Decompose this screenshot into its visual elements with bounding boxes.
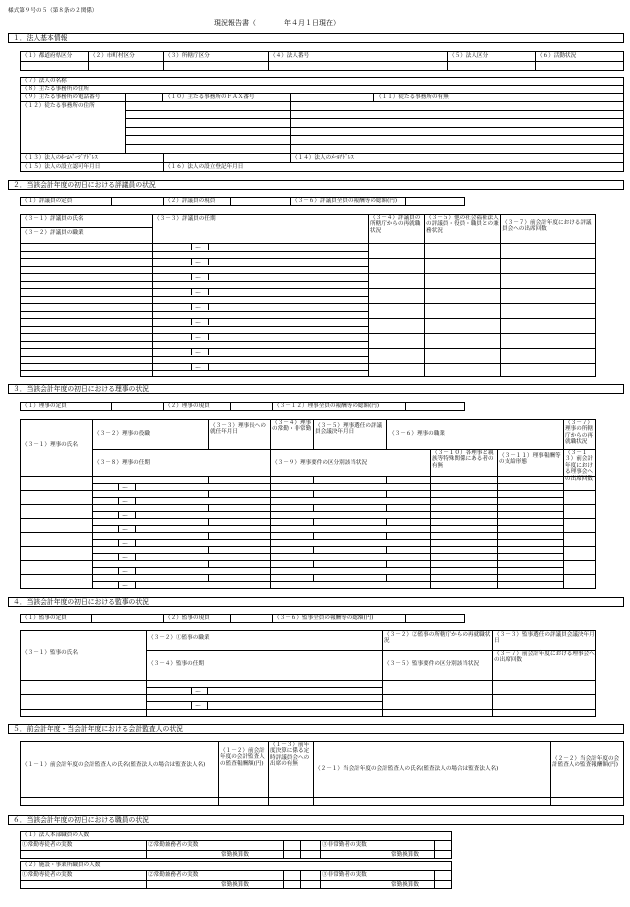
hq-fulltime-concurrent-label: ②常勤兼務者の実数 (148, 842, 199, 848)
corp-class-label: （５）法人区分 (449, 53, 489, 59)
facility-fte-label: 常勤換算数 (221, 882, 249, 888)
director-election-header: （３－５）理事選任の評議員会議決年月日 (315, 423, 383, 436)
facility-fulltime-dedicated-label: ①常勤専従者の実数 (22, 872, 73, 878)
term-tilde: ～ (122, 555, 129, 562)
auditor-pay-total-label: （３－６）監事全員の報酬等の総額(円) (274, 615, 374, 621)
authority-label: （３）所轄庁区分 (165, 53, 210, 59)
s3-top-table (20, 402, 465, 411)
term-tilde: ～ (195, 260, 202, 267)
corp-number-label: （４）法人番号 (270, 53, 310, 59)
term-tilde: ～ (195, 335, 202, 342)
councilor-concurrent-header: （３－５）他の社会福祉法人の評議員・役員・職員との兼務状況 (426, 215, 499, 234)
homepage-label: （１３）法人のﾎｰﾑﾍﾟｰｼﾞｱﾄﾞﾚｽ (22, 155, 98, 161)
term-tilde: ～ (195, 350, 202, 357)
section-2-title: ２．当該会計年度の初日における評議員の状況 (8, 180, 624, 190)
curr-auditor-name-header: （２－１）当会計年度の会計監査人の氏名(監査法人の場合は監査法人名) (315, 766, 499, 772)
prev-auditor-fee-header: （１－２）前会計年度の会計監査人の監査報酬額(円) (220, 748, 265, 767)
councilor-job-header: （３－２）評議員の職業 (22, 230, 84, 236)
councilor-quota-label: （１）評議員の定員 (22, 198, 73, 204)
term-tilde: ～ (195, 689, 202, 696)
section-3-title: ３．当該会計年度の初日における理事の状況 (8, 384, 624, 394)
auditor-name-header: （３－１）監事の氏名 (22, 650, 78, 656)
main-office-fax-label: （１０）主たる事務所のＦＡＸ番号 (165, 94, 255, 100)
hq-parttime-label: ③非常勤者の実数 (322, 842, 367, 848)
term-tilde: ～ (195, 703, 202, 710)
hq-staff-label: （１）法人本部職員の人数 (22, 832, 90, 838)
director-pay-total-label: （３－１２）理事全員の報酬等の総額(円) (274, 403, 380, 409)
term-tilde: ～ (122, 499, 129, 506)
term-tilde: ～ (122, 569, 129, 576)
term-tilde: ～ (195, 245, 202, 252)
director-current-label: （２）理事の現員 (165, 403, 210, 409)
corp-name-label: （７）法人の名称 (22, 78, 67, 84)
chair-appointed-header: （３－３）理事長への就任年月日 (210, 423, 266, 436)
sub-office-address-label: （１２）従たる事務所の住所 (22, 103, 95, 109)
term-tilde: ～ (195, 275, 202, 282)
form-number: 様式第９号の５（第８条の２関係） (8, 8, 98, 14)
term-tilde: ～ (195, 365, 202, 372)
email-label: （１４）法人のﾒｰﾙｱﾄﾞﾚｽ (292, 155, 354, 161)
director-requirement-header: （３－９）理事要件の区分別該当状況 (272, 460, 368, 466)
councilor-pay-total-label: （３－６）評議員全員の報酬等の総額(円) (292, 198, 398, 204)
activity-label: （６）活動状況 (537, 53, 577, 59)
section-5-title: ５．前会計年度・当会計年度における会計監査人の状況 (8, 724, 624, 734)
auditor-job-header: （３－２）①監事の職業 (148, 635, 210, 641)
auditor-attendance-header: （３－７）前会計年度における理事会への出席回数 (494, 651, 595, 664)
auditor-current-label: （２）監事の現員 (165, 615, 210, 621)
hq-fulltime-dedicated-label: ①常勤専従者の実数 (22, 842, 73, 848)
director-quota-label: （１）理事の定員 (22, 403, 67, 409)
hq-fte-label: 常勤換算数 (391, 852, 419, 858)
auditor-reemploy-header: （３－２）②監事の所轄庁からの再就職状況 (384, 632, 491, 645)
councilor-current-label: （２）評議員の現員 (165, 198, 216, 204)
term-tilde: ～ (122, 527, 129, 534)
director-term-header: （３－８）理事の任期 (94, 460, 150, 466)
director-pay-form-header: （３－１１）理事報酬等の支給形態 (499, 453, 561, 466)
auditor-election-header: （３－３）監事選任の評議員会議決年月日 (494, 632, 595, 645)
councilor-name-header: （３－１）評議員の氏名 (22, 216, 84, 222)
hq-fte-label: 常勤換算数 (221, 852, 249, 858)
pref-label: （１）都道府県区分 (22, 53, 73, 59)
term-tilde: ～ (122, 541, 129, 548)
prev-auditor-name-header: （１－１）前会計年度の会計監査人の氏名(監査法人の場合は監査法人名) (22, 762, 206, 768)
section-6-title: ６．当該会計年度の初日における職員の状況 (8, 815, 624, 825)
director-attendance-header: （３－１３）前会計年度における理事会への出席回数 (565, 450, 593, 482)
registration-date-label: （１６）法人の設立登記年月日 (165, 164, 244, 170)
facility-fte-label: 常勤換算数 (391, 882, 419, 888)
director-role-header: （３－２）理事の役職 (94, 431, 150, 437)
director-name-header: （３－１）理事の氏名 (22, 442, 78, 448)
approval-date-label: （１５）法人の設立認可年月日 (22, 164, 101, 170)
sub-office-exist-label: （１１）従たる事務所の有無 (376, 94, 449, 100)
section-1-title: １．法人基本情報 (8, 33, 624, 43)
councilor-term-header: （３－３）評議員の任期 (154, 216, 216, 222)
term-tilde: ～ (122, 513, 129, 520)
term-tilde: ～ (195, 305, 202, 312)
auditor-quota-label: （１）監事の定員 (22, 615, 67, 621)
main-office-address-label: （８）主たる事務所の住所 (22, 86, 90, 92)
auditor-term-header: （３－４）監事の任期 (148, 661, 204, 667)
director-relative-header: （３－１０）各理事と親族等特殊関係にある者の有無 (432, 450, 494, 469)
main-office-tel-label: （９）主たる事務所の電話番号 (22, 94, 101, 100)
page-title: 現況報告書（ 年４月１日現在） (214, 19, 340, 27)
director-fulltime-header: （３－４）理事の常勤・非常勤 (272, 420, 312, 433)
facility-parttime-label: ③非常勤者の実数 (322, 872, 367, 878)
term-tilde: ～ (195, 290, 202, 297)
facility-fulltime-concurrent-label: ②常勤兼務者の実数 (148, 872, 199, 878)
term-tilde: ～ (195, 320, 202, 327)
s4-top-table (20, 614, 465, 623)
councilor-attendance-header: （３－７）前会計年度における評議員会への出席回数 (502, 220, 592, 233)
s2-top-table (20, 197, 465, 206)
section-4-title: ４．当該会計年度の初日における監事の状況 (8, 597, 624, 607)
auditor-requirement-header: （３－５）監事要件の区分別該当状況 (384, 661, 480, 667)
councilor-reemploy-header: （３－４）評議員の所轄庁からの再就職状況 (370, 215, 421, 234)
curr-auditor-fee-header: （２－２）当会計年度の会計監査人の監査報酬額(円) (552, 756, 620, 769)
city-label: （２）市町村区分 (90, 53, 135, 59)
term-tilde: ～ (122, 485, 129, 492)
term-tilde: ～ (122, 583, 129, 590)
director-job-header: （３－６）理事の職業 (389, 431, 445, 437)
facility-staff-label: （２）施設・事業所職員の人数 (22, 862, 101, 868)
director-reemploy-header: （３－７）理事の所轄庁からの再就職状況 (565, 420, 593, 446)
prev-auditor-attendance-header: （１－３）前年度決算に係る定時評議員会への出席の有無 (270, 742, 310, 768)
